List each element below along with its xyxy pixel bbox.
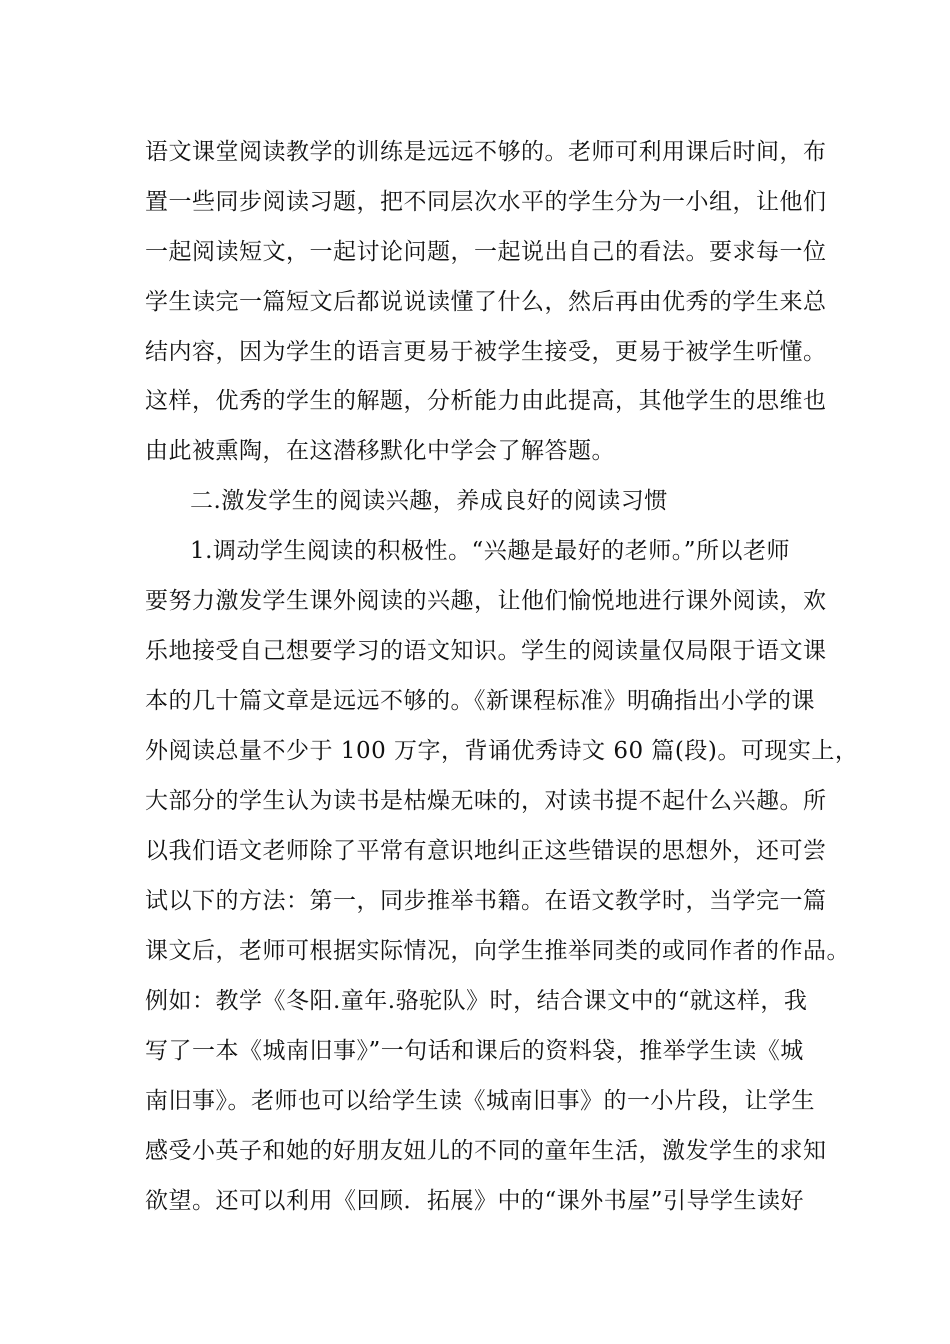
body-text-line: 乐地接受自己想要学习的语文知识。学生的阅读量仅局限于语文课 xyxy=(145,638,827,664)
body-text-line: 欲望。还可以利用《回顾．拓展》中的“课外书屋”引导学生读好 xyxy=(145,1188,805,1214)
body-text-line: 本的几十篇文章是远远不够的。《新课程标准》明确指出小学的课 xyxy=(145,688,815,714)
body-text-line: 要努力激发学生课外阅读的兴趣，让他们愉悦地进行课外阅读，欢 xyxy=(145,588,827,614)
body-text-line: 南旧事》。老师也可以给学生读《城南旧事》的一小片段，让学生 xyxy=(145,1088,815,1114)
body-text-line: 外阅读总量不少于 100 万字，背诵优秀诗文 60 篇(段)。可现实上， xyxy=(145,738,859,764)
body-text-line: 大部分的学生认为读书是枯燥无味的，对读书提不起什么兴趣。所 xyxy=(145,788,827,814)
body-text-line: 这样，优秀的学生的解题，分析能力由此提高，其他学生的思维也 xyxy=(145,388,827,414)
body-text-line: 一起阅读短文，一起讨论问题，一起说出自己的看法。要求每一位 xyxy=(145,239,827,265)
body-text-line: 以我们语文老师除了平常有意识地纠正这些错误的思想外，还可尝 xyxy=(145,838,827,864)
body-text-line: 试以下的方法：第一，同步推举书籍。在语文教学时，当学完一篇 xyxy=(145,888,827,914)
body-text-line: 由此被熏陶，在这潜移默化中学会了解答题。 xyxy=(145,438,615,464)
section-heading: 二.激发学生的阅读兴趣，养成良好的阅读习惯 xyxy=(190,488,668,514)
body-text-line: 写了一本《城南旧事》”一句话和课后的资料袋，推举学生读《城 xyxy=(145,1038,804,1064)
body-text-line: 学生读完一篇短文后都说说读懂了什么，然后再由优秀的学生来总 xyxy=(145,289,827,315)
body-text-line: 结内容，因为学生的语言更易于被学生接受，更易于被学生听懂。 xyxy=(145,339,827,365)
body-text-line: 感受小英子和她的好朋友妞儿的不同的童年生活，激发学生的求知 xyxy=(145,1138,827,1164)
body-text-line: 1.调动学生阅读的积极性。“兴趣是最好的老师。”所以老师 xyxy=(190,538,790,564)
body-text-line: 置一些同步阅读习题，把不同层次水平的学生分为一小组，让他们 xyxy=(145,189,827,215)
body-text-line: 语文课堂阅读教学的训练是远远不够的。老师可利用课后时间，布 xyxy=(145,139,827,165)
body-text-line: 课文后，老师可根据实际情况，向学生推举同类的或同作者的作品。 xyxy=(145,938,850,964)
body-text-line: 例如：教学《冬阳.童年.骆驼队》时，结合课文中的“就这样，我 xyxy=(145,988,808,1014)
